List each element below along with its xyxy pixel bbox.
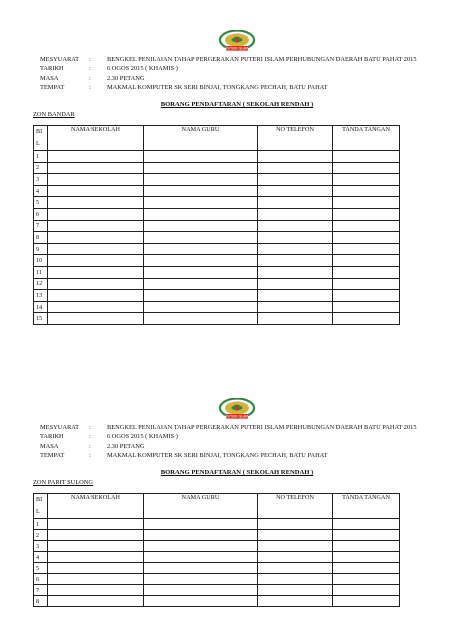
school-name-cell[interactable] [48,151,144,163]
row-number: 4 [34,185,48,197]
school-name-cell[interactable] [48,290,144,302]
meta-key: MASA [40,442,59,450]
phone-cell[interactable] [258,185,333,197]
header-bil-line1: BI [36,496,43,503]
table-row [34,290,400,302]
signature-cell[interactable] [333,243,400,255]
phone-cell[interactable] [258,174,333,186]
meta-key: MESYUARAT [40,424,80,431]
puteri-islam-logo [217,398,257,420]
signature-cell[interactable] [333,220,400,232]
phone-cell[interactable] [258,208,333,220]
table-row [34,574,400,585]
table-row [34,162,400,174]
row-number: 5 [34,563,48,574]
teacher-name-cell[interactable] [144,596,258,607]
teacher-name-cell[interactable] [144,552,258,563]
table-row [34,220,400,232]
meta-key: TARIKH [40,433,64,441]
meta-value: 6 OGOS 2015 ( KHAMIS ) [107,433,178,441]
school-name-cell[interactable] [48,519,144,530]
row-number: 13 [34,290,48,302]
row-number: 7 [34,220,48,232]
signature-cell[interactable] [333,255,400,267]
school-name-cell[interactable] [48,162,144,174]
school-name-cell[interactable] [48,255,144,267]
school-name-cell[interactable] [48,278,144,290]
teacher-name-cell[interactable] [144,162,258,174]
meta-separator: : [89,452,91,460]
table-row [34,174,400,186]
row-number: 8 [34,232,48,244]
signature-cell[interactable] [333,278,400,290]
table-row [34,255,400,267]
signature-cell[interactable] [333,266,400,278]
row-number: 1 [34,151,48,163]
header-signature: TANDA TANGAN [333,494,400,519]
phone-cell[interactable] [258,232,333,244]
table-row [34,185,400,197]
svg-text:PUTERI ISLAM: PUTERI ISLAM [225,46,249,51]
school-name-cell[interactable] [48,243,144,255]
table-row [34,519,400,530]
teacher-name-cell[interactable] [144,197,258,209]
row-number: 4 [34,552,48,563]
meta-separator: : [89,433,91,441]
row-number: 1 [34,519,48,530]
signature-cell[interactable] [333,197,400,209]
phone-cell[interactable] [258,220,333,232]
header-bil-line2: L [36,508,40,515]
registration-table [33,125,400,325]
phone-cell[interactable] [258,563,333,574]
table-row [34,541,400,552]
phone-cell[interactable] [258,313,333,325]
puteri-islam-logo [217,30,257,52]
phone-cell[interactable] [258,596,333,607]
teacher-name-cell[interactable] [144,232,258,244]
signature-cell[interactable] [333,563,400,574]
school-name-cell[interactable] [48,266,144,278]
signature-cell[interactable] [333,301,400,313]
teacher-name-cell[interactable] [144,301,258,313]
signature-cell[interactable] [333,185,400,197]
teacher-name-cell[interactable] [144,174,258,186]
school-name-cell[interactable] [48,313,144,325]
school-name-cell[interactable] [48,208,144,220]
row-number: 12 [34,278,48,290]
school-name-cell[interactable] [48,541,144,552]
meta-key: TARIKH [40,65,64,73]
row-number: 10 [34,255,48,267]
phone-cell[interactable] [258,530,333,541]
meta-separator: : [89,442,91,450]
school-name-cell[interactable] [48,596,144,607]
signature-cell[interactable] [333,574,400,585]
meta-separator: : [89,65,91,73]
meta-value: MAKMAL KOMPUTER SK SERI BINJAI, TONGKANG PECHAH, BATU PAHAT [107,84,328,92]
meta-value: 2.30 PETANG [107,442,145,450]
teacher-name-cell[interactable] [144,243,258,255]
teacher-name-cell[interactable] [144,185,258,197]
row-number: 9 [34,243,48,255]
table-row [34,278,400,290]
teacher-name-cell[interactable] [144,585,258,596]
header-bil [34,126,48,151]
meta-separator: : [89,56,91,63]
teacher-name-cell[interactable] [144,574,258,585]
meta-value: BENGKEL PENILAIAN TAHAP PERGERAKAN PUTERI ISLAM PERHUBUNGAN DAERAH BATU PAHAT 2015 [107,424,417,431]
school-name-cell[interactable] [48,174,144,186]
row-number: 8 [34,596,48,607]
signature-cell[interactable] [333,174,400,186]
row-number: 14 [34,301,48,313]
teacher-name-cell[interactable] [144,255,258,267]
row-number: 6 [34,208,48,220]
meta-key: MESYUARAT [40,56,80,63]
meta-value: 6 OGOS 2015 ( KHAMIS ) [107,65,178,73]
phone-cell[interactable] [258,552,333,563]
row-number: 2 [34,162,48,174]
school-name-cell[interactable] [48,552,144,563]
phone-cell[interactable] [258,162,333,174]
header-bil [34,494,48,519]
table-row [34,585,400,596]
phone-cell[interactable] [258,266,333,278]
phone-cell[interactable] [258,151,333,163]
teacher-name-cell[interactable] [144,313,258,325]
signature-cell[interactable] [333,208,400,220]
school-name-cell[interactable] [48,563,144,574]
signature-cell[interactable] [333,162,400,174]
school-name-cell[interactable] [48,220,144,232]
school-name-cell[interactable] [48,232,144,244]
header-school-name: NAMA SEKOLAH [48,494,144,519]
header-signature: TANDA TANGAN [333,126,400,151]
meta-value: 2.30 PETANG [107,74,145,82]
table-row [34,266,400,278]
table-header-row [34,494,400,519]
phone-cell[interactable] [258,278,333,290]
teacher-name-cell[interactable] [144,541,258,552]
row-number: 5 [34,197,48,209]
signature-cell[interactable] [333,519,400,530]
phone-cell[interactable] [258,290,333,302]
table-row [34,301,400,313]
table-row [34,232,400,244]
teacher-name-cell[interactable] [144,519,258,530]
meta-key: TEMPAT [40,452,65,460]
signature-cell[interactable] [333,596,400,607]
school-name-cell[interactable] [48,574,144,585]
table-row [34,243,400,255]
phone-cell[interactable] [258,255,333,267]
meta-key: MASA [40,74,59,82]
meta-value: MAKMAL KOMPUTER SK SERI BINJAI, TONGKANG PECHAH, BATU PAHAT [107,452,328,460]
table-row [34,197,400,209]
table-row [34,596,400,607]
table-row [34,313,400,325]
header-bil-line2: L [36,140,40,147]
signature-cell[interactable] [333,530,400,541]
signature-cell[interactable] [333,585,400,596]
signature-cell[interactable] [333,232,400,244]
phone-cell[interactable] [258,585,333,596]
table-row [34,552,400,563]
meta-separator: : [89,84,91,92]
phone-cell[interactable] [258,243,333,255]
signature-cell[interactable] [333,552,400,563]
school-name-cell[interactable] [48,185,144,197]
phone-cell[interactable] [258,197,333,209]
table-header-row [34,126,400,151]
svg-text:PUTERI ISLAM: PUTERI ISLAM [225,414,249,419]
school-name-cell[interactable] [48,197,144,209]
signature-cell[interactable] [333,313,400,325]
phone-cell[interactable] [258,541,333,552]
row-number: 6 [34,574,48,585]
meta-key: TEMPAT [40,84,65,92]
meta-value: BENGKEL PENILAIAN TAHAP PERGERAKAN PUTERI ISLAM PERHUBUNGAN DAERAH BATU PAHAT 2015 [107,56,417,63]
phone-cell[interactable] [258,301,333,313]
phone-cell[interactable] [258,519,333,530]
row-number: 15 [34,313,48,325]
header-school-name: NAMA SEKOLAH [48,126,144,151]
form-title: BORANG PENDAFTARAN ( SEKOLAH RENDAH ) [160,469,314,476]
header-phone: NO TELEFON [258,126,333,151]
registration-table [33,493,400,607]
table-row [34,208,400,220]
row-number: 11 [34,266,48,278]
header-bil-line1: BI [36,128,43,135]
zone-label: ZON PARIT SULONG [33,479,94,486]
row-number: 3 [34,174,48,186]
meta-separator: : [89,74,91,82]
signature-cell[interactable] [333,290,400,302]
teacher-name-cell[interactable] [144,530,258,541]
row-number: 3 [34,541,48,552]
table-row [34,151,400,163]
form-title: BORANG PENDAFTARAN ( SEKOLAH RENDAH ) [160,101,314,108]
school-name-cell[interactable] [48,585,144,596]
row-number: 2 [34,530,48,541]
signature-cell[interactable] [333,151,400,163]
row-number: 7 [34,585,48,596]
zone-label: ZON BANDAR [33,111,75,118]
signature-cell[interactable] [333,541,400,552]
teacher-name-cell[interactable] [144,563,258,574]
meta-separator: : [89,424,91,431]
school-name-cell[interactable] [48,530,144,541]
teacher-name-cell[interactable] [144,290,258,302]
teacher-name-cell[interactable] [144,220,258,232]
table-row [34,563,400,574]
teacher-name-cell[interactable] [144,266,258,278]
table-row [34,530,400,541]
header-phone: NO TELEFON [258,494,333,519]
header-teacher-name: NAMA GURU [144,494,258,519]
teacher-name-cell[interactable] [144,278,258,290]
teacher-name-cell[interactable] [144,208,258,220]
school-name-cell[interactable] [48,301,144,313]
header-teacher-name: NAMA GURU [144,126,258,151]
teacher-name-cell[interactable] [144,151,258,163]
phone-cell[interactable] [258,574,333,585]
